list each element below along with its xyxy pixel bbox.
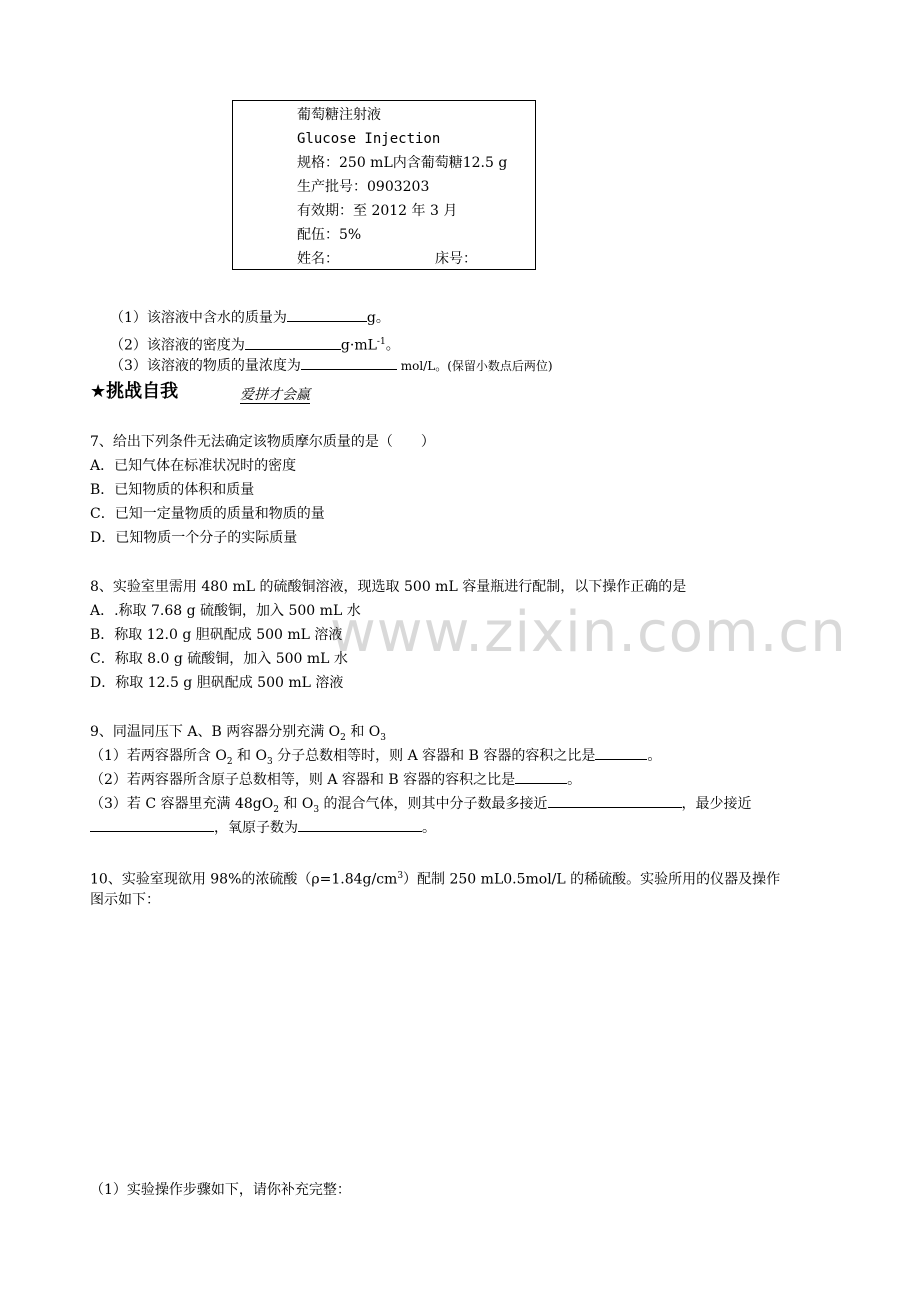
q9-part3-blank-min[interactable] [90, 817, 214, 832]
q9-part3-sub2: 2 [273, 804, 279, 815]
q9-part3-text-c: 的混合气体，则其中分子数最多接近 [319, 796, 548, 812]
q9-part2-blank[interactable] [515, 769, 567, 784]
q6-part1 [110, 306, 390, 330]
q10-part1: （1）实验操作步骤如下，请你补充完整： [90, 1182, 351, 1198]
q8-option-b[interactable]: B．称取 12.0 g 胆矾配成 500 mL 溶液 [90, 627, 343, 643]
q9-part1-text-a: （1）若两容器所含 O [90, 748, 227, 764]
q9-part3-sub3: 3 [313, 804, 320, 815]
star-icon: ★ [90, 381, 107, 402]
q9-part3-text-b: 和 O [278, 796, 314, 812]
q9-part2 [90, 768, 581, 792]
q6-part1-text: （1）该溶液中含水的质量为 [110, 310, 287, 326]
q10-stem-sup3: 3 [397, 871, 404, 881]
q9-part1-blank[interactable] [595, 745, 647, 760]
q6-part3-blank[interactable] [301, 355, 397, 370]
q9-part2-end: 。 [567, 772, 582, 788]
q9-stem-sub3: 3 [380, 732, 386, 743]
label-expiry: 有效期：至 2012 年 3 月 [297, 203, 458, 219]
q7-option-c[interactable]: C．已知一定量物质的质量和物质的量 [90, 506, 325, 522]
label-batch: 生产批号：0903203 [297, 179, 430, 195]
q6-part2-text: （2）该溶液的密度为 [110, 337, 245, 354]
label-patient-name: 姓名： [297, 251, 339, 267]
label-name-cn: 葡萄糖注射液 [297, 107, 381, 123]
section-heading [90, 378, 178, 406]
section-motto [240, 384, 310, 404]
label-name-en: Glucose Injection [297, 131, 441, 147]
q7-option-a[interactable]: A．已知气体在标准状况时的密度 [90, 458, 297, 474]
q9-part3-blank-oxygen[interactable] [298, 817, 422, 832]
q9-part3-blank-max[interactable] [548, 793, 682, 808]
q9-part1-text-b: 和 O [232, 748, 267, 764]
q8-option-a[interactable]: A．.称取 7.68 g 硫酸铜，加入 500 mL 水 [90, 603, 361, 619]
label-concentration: 配伍：5% [297, 227, 362, 243]
q6-part1-unit: g。 [366, 310, 390, 326]
q8-option-c[interactable]: C．称取 8.0 g 硫酸铜，加入 500 mL 水 [90, 651, 348, 667]
q7-option-b[interactable]: B．已知物质的体积和质量 [90, 482, 255, 498]
q9-part3-text-e: ，氧原子数为 [214, 820, 298, 836]
q9-part1-sub2: 2 [226, 756, 233, 767]
q10-stem-text-b: ）配制 250 mL0.5mol/L 的稀硫酸。实验所用的仪器及操作 [403, 871, 781, 888]
section-title: 挑战自我 [106, 381, 179, 402]
q9-stem-text-b: 和 O [345, 724, 381, 740]
q9-part3-line2 [90, 816, 436, 840]
q9-part3-text-d: ，最少接近 [681, 796, 752, 812]
label-spec: 规格：250 mL内含葡萄糖12.5 g [297, 155, 508, 171]
q6-part3-text: （3）该溶液的物质的量浓度为 [110, 358, 301, 374]
q6-part2-end: 。 [385, 337, 400, 354]
q6-part2-blank[interactable] [245, 335, 341, 350]
q6-part2-unit: g·mL [340, 337, 377, 354]
q7-option-d[interactable]: D．已知物质一个分子的实际质量 [90, 530, 298, 546]
q6-part2-unit-sup: -1 [376, 337, 386, 347]
q6-part3 [110, 354, 553, 378]
q8-option-d[interactable]: D．称取 12.5 g 胆矾配成 500 mL 溶液 [90, 675, 344, 691]
q9-part1-end: 。 [647, 748, 662, 764]
q9-stem-text-a: 9、同温同压下 A、B 两容器分别充满 O [90, 724, 341, 740]
q9-stem-sub2: 2 [340, 732, 346, 743]
q9-part3-text-a: （3）若 C 容器里充满 48gO [90, 796, 274, 812]
q7-stem: 7、给出下列条件无法确定该物质摩尔质量的是（ ） [90, 434, 435, 450]
q10-stem-line2: 图示如下： [90, 892, 160, 908]
q8-stem: 8、实验室里需用 480 mL 的硫酸铜溶液，现选取 500 mL 容量瓶进行配制，以下操作正确的是 [90, 579, 687, 595]
q10-stem-text-a: 10、实验室现欲用 98%的浓硫酸（ρ=1.84g/cm [90, 871, 398, 888]
q10-stem [90, 864, 780, 892]
label-bed-number: 床号： [435, 251, 477, 267]
q9-part3-end: 。 [422, 820, 436, 836]
q9-part1-text-c: 分子总数相等时，则 A 容器和 B 容器的容积之比是 [272, 748, 596, 764]
watermark: www.zixin.com.cn [330, 600, 847, 665]
q9-part1-sub3: 3 [266, 756, 273, 767]
q6-part1-blank[interactable] [287, 307, 367, 322]
glucose-label-box [232, 100, 536, 270]
q6-part3-unit: mol/L。(保留小数点后两位) [396, 359, 553, 373]
q9-part2-text: （2）若两容器所含原子总数相等，则 A 容器和 B 容器的容积之比是 [90, 772, 516, 788]
motto-text: 爱拼才会赢 [240, 387, 310, 403]
